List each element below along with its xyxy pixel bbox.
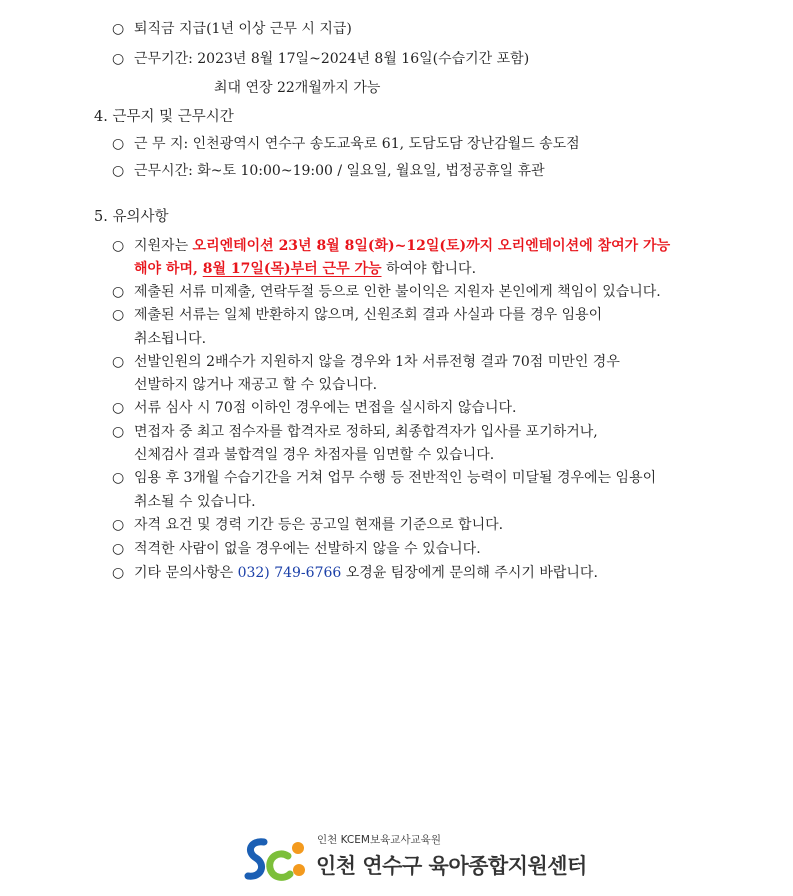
list-item-contact: ○ 기타 문의사항은 032) 749-6766 오경윤 팀장에게 문의해 주시기 바랍니다.	[112, 565, 598, 581]
bullet-icon: ○	[112, 354, 125, 370]
bullet-icon: ○	[112, 136, 125, 152]
bullet-icon: ○	[112, 470, 125, 486]
list-item: ○ 퇴직금 지급(1년 이상 근무 시 지급)	[112, 21, 352, 37]
sci-logo-icon	[240, 834, 310, 886]
list-item: ○ 제출된 서류 미제출, 연락두절 등으로 인한 불이익은 지원자 본인에게 책임이 있습니다.	[112, 284, 661, 300]
bullet-icon: ○	[112, 541, 125, 557]
bullet-icon: ○	[112, 21, 125, 37]
list-item-continuation: 신체검사 결과 불합격일 경우 차점자를 임면할 수 있습니다.	[134, 447, 495, 463]
list-item: ○ 면접자 중 최고 점수자를 합격자로 정하되, 최종합격자가 입사를 포기하거나,	[112, 424, 598, 440]
list-item: ○ 근 무 지: 인천광역시 연수구 송도교육로 61, 도담도담 장난감월드 송도점	[112, 136, 580, 152]
bullet-icon: ○	[112, 284, 125, 300]
org-main-name: 인천 연수구 육아종합지원센터	[316, 854, 587, 878]
bullet-icon: ○	[112, 400, 125, 416]
start-date-notice: 8월 17일(목)부터 근무 가능	[202, 261, 382, 277]
phone-number[interactable]: 032) 749-6766	[237, 565, 342, 581]
section-heading-5: 5. 유의사항	[94, 209, 169, 225]
list-item-continuation: 해야 하며, 8월 17일(목)부터 근무 가능 하여야 합니다.	[134, 261, 477, 277]
list-item: ○ 자격 요건 및 경력 기간 등은 공고일 현재를 기준으로 합니다.	[112, 517, 504, 533]
bullet-icon: ○	[112, 517, 125, 533]
list-item: ○ 선발인원의 2배수가 지원하지 않을 경우와 1차 서류전형 결과 70점 미만인 경우	[112, 354, 620, 370]
list-item-orientation: ○ 지원자는 오리엔테이션 23년 8월 8일(화)~12일(토)까지 오리엔테이션에 참여가 가능	[112, 238, 671, 254]
bullet-icon: ○	[112, 238, 125, 254]
bullet-icon: ○	[112, 424, 125, 440]
org-sub-name: 인천 KCEM보육교사교육원	[317, 834, 441, 846]
bullet-icon: ○	[112, 307, 125, 323]
list-item: ○ 서류 심사 시 70점 이하인 경우에는 면접을 실시하지 않습니다.	[112, 400, 517, 416]
list-item: ○ 적격한 사람이 없을 경우에는 선발하지 않을 수 있습니다.	[112, 541, 481, 557]
list-item-continuation: 최대 연장 22개월까지 가능	[214, 80, 381, 96]
bullet-icon: ○	[112, 51, 125, 67]
list-item: ○ 제출된 서류는 일체 반환하지 않으며, 신원조회 결과 사실과 다를 경우 임용이	[112, 307, 603, 323]
bullet-icon: ○	[112, 565, 125, 581]
footer-logo	[240, 828, 587, 888]
list-item: ○ 근무기간: 2023년 8월 17일~2024년 8월 16일(수습기간 포함)	[112, 51, 530, 67]
orientation-notice: 오리엔테이션 23년 8월 8일(화)~12일(토)까지 오리엔테이션에 참여가 가능	[192, 238, 671, 254]
bullet-icon: ○	[112, 163, 125, 179]
list-item-continuation: 선발하지 않거나 재공고 할 수 있습니다.	[134, 377, 378, 393]
list-item: ○ 근무시간: 화~토 10:00~19:00 / 일요일, 월요일, 법정공휴일 휴관	[112, 163, 545, 179]
section-heading-4: 4. 근무지 및 근무시간	[94, 109, 234, 125]
list-item: ○ 임용 후 3개월 수습기간을 거쳐 업무 수행 등 전반적인 능력이 미달될 경우에는 임용이	[112, 470, 657, 486]
list-item-continuation: 취소될 수 있습니다.	[134, 494, 256, 510]
list-item-continuation: 취소됩니다.	[134, 331, 207, 347]
